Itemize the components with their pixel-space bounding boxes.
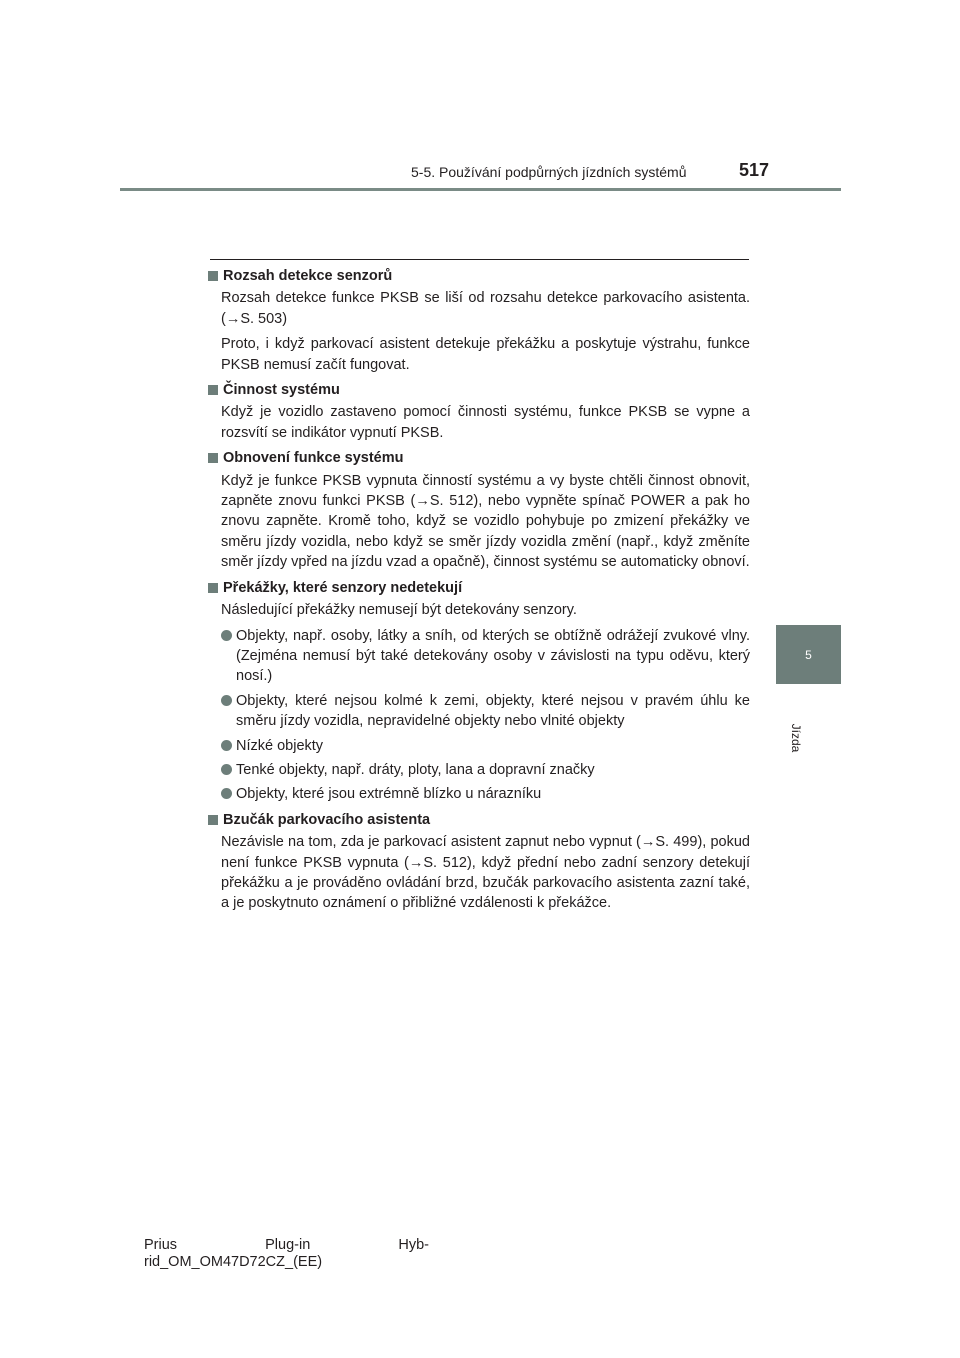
square-bullet-icon: [208, 583, 218, 593]
paragraph: Nezávisle na tom, zda je parkovací asistent zapnut nebo vypnut (→S. 499), pokud není funkce PKSB vypnuta (→S. 512), když přední nebo zadní senzory detekují překážku a je prováděno ovládání brzd, bzučák parkovacího asistenta zazní také, a je poskytnuto oznámení o přibližné vzdálenosti k překážce.: [221, 834, 750, 912]
footer-hyb: Hyb-: [398, 1237, 429, 1253]
footer-model: Prius: [144, 1237, 178, 1253]
content-top-rule: [210, 259, 749, 260]
square-bullet-icon: [208, 385, 218, 395]
footer-variant: Plug-in: [265, 1237, 311, 1253]
list-item-text: Objekty, které nejsou kolmé k zemi, objekty, které nejsou v pravém úhlu ke směru jízdy vozidla, nepravidelné objekty nebo vlnité objekty: [236, 692, 750, 730]
list-item: [221, 784, 750, 804]
section-undetected-obstacles: [208, 578, 750, 805]
paragraph: Když je funkce PKSB vypnuta činností systému a vy byste chtěli činnost obnovit, zapněte znovu funkci PKSB (→S. 512), nebo vypněte spínač POWER a pak ho znovu zapněte. Kromě toho, když se vozidlo pohybuje po zmizení překážky ve směru jízdy vozidla, nebo když se směr jízdy vozidla změní (např., když změníte směr jízdy vpřed na jízdu vzad a opačně), činnost systému se automaticky obnoví.: [221, 472, 750, 571]
section-heading-text: Překážky, které senzory nedetekují: [223, 579, 463, 596]
paragraph: Když je vozidlo zastaveno pomocí činnosti systému, funkce PKSB se vypne a rozsvítí se indikátor vypnutí PKSB.: [221, 404, 750, 441]
square-bullet-icon: [208, 453, 218, 463]
page-number: 517: [739, 160, 770, 180]
footer-doc-id: [144, 1237, 434, 1271]
list-item: [221, 736, 750, 756]
paragraph: Následující překážky nemusejí být detekovány senzory.: [221, 602, 577, 619]
circle-bullet-icon: [221, 630, 232, 641]
section-parking-assist-buzzer: [208, 810, 750, 914]
list-item: [221, 691, 750, 732]
circle-bullet-icon: [221, 695, 232, 706]
section-system-operation: [208, 380, 750, 443]
chapter-tab: [776, 625, 841, 684]
main-content: [208, 266, 750, 919]
circle-bullet-icon: [221, 788, 232, 799]
section-heading: [208, 266, 750, 286]
chapter-number: 5: [805, 647, 812, 662]
square-bullet-icon: [208, 271, 218, 281]
section-system-restore: [208, 448, 750, 572]
list-item: [221, 626, 750, 687]
paragraph: Proto, i když parkovací asistent detekuje překážku a poskytuje výstrahu, funkce PKSB nemusí začít fungovat.: [221, 336, 750, 373]
header-section-title: 5-5. Používání podpůrných jízdních systémů: [411, 164, 687, 180]
section-heading: [208, 448, 750, 468]
header-rule: [120, 188, 841, 191]
list-item-text: Objekty, které jsou extrémně blízko u nárazníku: [236, 786, 542, 803]
list-item-text: Tenké objekty, např. dráty, ploty, lana a dopravní značky: [236, 761, 595, 778]
footer-line-1: [144, 1237, 429, 1254]
section-heading-text: Činnost systému: [223, 382, 340, 399]
section-heading: [208, 578, 750, 598]
list-item-text: Nízké objekty: [236, 737, 324, 754]
section-detection-range: [208, 266, 750, 375]
section-heading-text: Bzučák parkovacího asistenta: [223, 811, 431, 828]
square-bullet-icon: [208, 815, 218, 825]
circle-bullet-icon: [221, 764, 232, 775]
footer-line-2: rid_OM_OM47D72CZ_(EE): [144, 1254, 323, 1270]
section-heading: [208, 810, 750, 830]
section-heading-text: Rozsah detekce senzorů: [223, 268, 393, 284]
list-item: [221, 760, 750, 780]
paragraph: Rozsah detekce funkce PKSB se liší od rozsahu detekce parkovacího asistenta. (→S. 503): [221, 290, 750, 327]
chapter-title: Jízda: [789, 723, 803, 753]
section-heading-text: Obnovení funkce systému: [223, 450, 404, 467]
list-item-text: Objekty, např. osoby, látky a sníh, od kterých se obtížně odrážejí zvukové vlny. (Zejména nemusí být také detekovány osoby v závislosti na typu oděvu, který nosí.): [236, 627, 750, 685]
circle-bullet-icon: [221, 740, 232, 751]
section-heading: [208, 380, 750, 400]
